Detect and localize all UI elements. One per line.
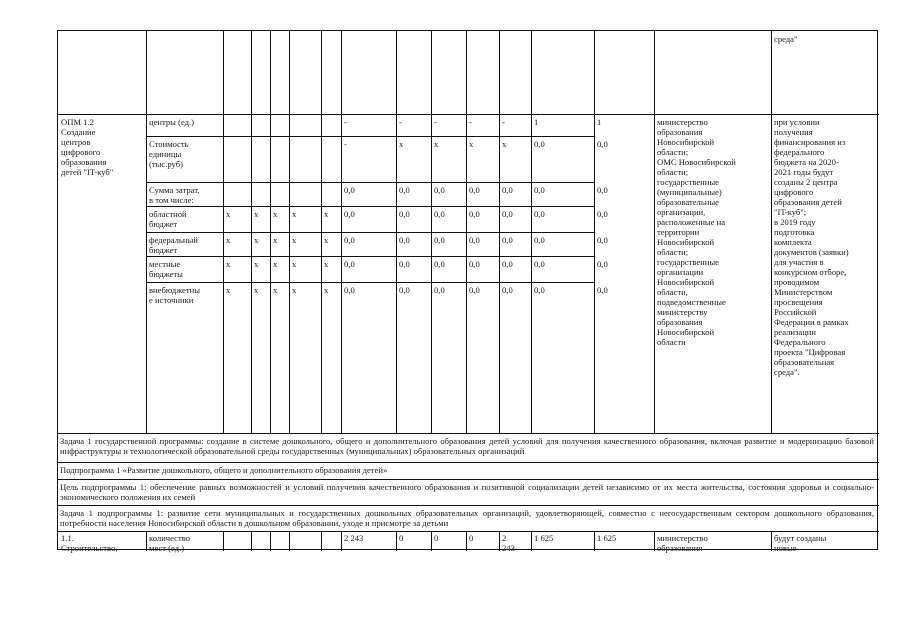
- table-cell: 0,0: [434, 285, 445, 295]
- column-rule: [431, 531, 432, 551]
- measure-title: ОПМ 1.2 Создание центров цифрового образования детей "IT-куб": [61, 117, 114, 177]
- table-cell: х: [254, 285, 259, 295]
- table-cell: -: [469, 117, 472, 127]
- column-rule: [396, 531, 397, 551]
- table-cell: 0,0: [597, 259, 608, 269]
- program-table: [57, 30, 878, 553]
- table-cell: 0,0: [597, 235, 608, 245]
- column-rule: [594, 31, 595, 433]
- table-cell: 0,0: [597, 209, 608, 219]
- table-cell: 1 625: [597, 533, 617, 543]
- table-cell: -: [399, 117, 402, 127]
- table-cell: 0,0: [434, 209, 445, 219]
- row-rule: [58, 114, 879, 115]
- table-cell: 0,0: [399, 209, 410, 219]
- result-cell: при условии получения финансирования из федерального бюджета на 2020- 2021 годы будут созданы 2 центра цифрового образования детей "IT-куб"; в 2019 году подготовка комплекта документов (заявки) для участия в конкурсном отборе, проводимом Министерством просвещения Российской Федерации в рамках реализации Федерального проекта "Цифровая образовательная среда".: [774, 117, 849, 377]
- row-rule: [146, 206, 594, 207]
- indicator-label: Сумма затрат, в том числе:: [149, 185, 200, 205]
- table-cell: х: [226, 209, 231, 219]
- table-cell: х: [226, 259, 231, 269]
- section-band: Задача 1 подпрограммы 1: развитие сети муниципальных и государственных дошкольных образовательных организаций, удовлетворяющей, совместно с негосударственным сектором дошкольного образования, потребности населения Новосибирской области в дошкольном образовании, уходе и присмотре за детьми: [60, 508, 874, 528]
- table-cell: 0,0: [502, 285, 513, 295]
- measure-title: 1.1. Строительство,: [61, 533, 118, 553]
- column-rule: [531, 531, 532, 551]
- table-cell: 0,0: [399, 285, 410, 295]
- row-rule: [58, 479, 879, 480]
- row-rule: [146, 232, 594, 233]
- table-cell: 2 243: [344, 533, 364, 543]
- table-cell: 0,0: [502, 259, 513, 269]
- table-cell: 0,0: [434, 185, 445, 195]
- table-cell: 0,0: [597, 139, 608, 149]
- table-cell: 1 625: [534, 533, 554, 543]
- table-cell: х: [324, 259, 329, 269]
- table-cell: 0,0: [502, 235, 513, 245]
- section-band: Задача 1 государственной программы: создание в системе дошкольного, общего и дополнительного образования детей условий для получения качественного образования, включая развитие и модернизацию базовой инфраструктуры и технологической образовательной среды государственных (муниципальных) образовательных организаций: [60, 436, 874, 456]
- column-rule: [499, 531, 500, 551]
- column-rule: [771, 31, 772, 433]
- table-cell: 0,0: [399, 185, 410, 195]
- column-rule: [251, 531, 252, 551]
- table-cell: 0: [434, 533, 439, 543]
- table-cell: 0,0: [344, 235, 355, 245]
- table-cell: 0,0: [534, 235, 545, 245]
- executor-cell: министерство образования Новосибирской области; ОМС Новосибирской области; государственные (муниципальные) образовательные организации, расположенные на территории Новосибирской области; государственные организации Новосибирской области, подведомственные министерству образования Новосибирской области: [657, 117, 736, 347]
- executor-cell: министерство образования: [657, 533, 708, 553]
- table-cell: х: [273, 259, 278, 269]
- table-cell: х: [324, 235, 329, 245]
- table-cell: 1: [534, 117, 539, 127]
- table-cell: 0,0: [534, 185, 545, 195]
- column-rule: [270, 531, 271, 551]
- table-cell: х: [273, 285, 278, 295]
- table-cell: х: [292, 259, 297, 269]
- table-cell: 0,0: [344, 285, 355, 295]
- column-rule: [654, 31, 655, 433]
- table-cell: 0,0: [469, 285, 480, 295]
- section-band: Подпрограмма 1 «Развитие дошкольного, общего и дополнительного образования детей»: [60, 465, 388, 475]
- indicator-label: внебюджетны е источники: [149, 285, 200, 305]
- row-rule: [58, 505, 879, 506]
- table-cell: х: [324, 209, 329, 219]
- table-cell: 0,0: [469, 185, 480, 195]
- table-cell: х: [324, 285, 329, 295]
- table-cell: х: [254, 235, 259, 245]
- table-cell: 0,0: [534, 209, 545, 219]
- column-rule: [289, 531, 290, 551]
- column-rule: [223, 531, 224, 551]
- table-cell: 0,0: [344, 185, 355, 195]
- column-rule: [466, 531, 467, 551]
- table-cell: 0,0: [469, 209, 480, 219]
- table-cell: 0,0: [534, 285, 545, 295]
- table-cell: х: [226, 235, 231, 245]
- row-rule: [58, 462, 879, 463]
- row-rule: [146, 256, 594, 257]
- column-rule: [146, 531, 147, 551]
- table-cell: -: [344, 139, 347, 149]
- table-cell: 2 243: [502, 533, 515, 553]
- table-cell: х: [226, 285, 231, 295]
- table-cell: 0,0: [399, 235, 410, 245]
- table-cell: 0,0: [597, 285, 608, 295]
- table-cell: х: [292, 285, 297, 295]
- column-rule: [341, 531, 342, 551]
- table-cell: х: [434, 139, 439, 149]
- table-cell: 0,0: [469, 259, 480, 269]
- table-cell: х: [254, 259, 259, 269]
- column-rule: [771, 531, 772, 551]
- table-cell: х: [502, 139, 507, 149]
- table-cell: х: [469, 139, 474, 149]
- table-cell: х: [254, 209, 259, 219]
- table-cell: 0,0: [434, 235, 445, 245]
- table-cell: 0: [399, 533, 404, 543]
- table-cell: -: [434, 117, 437, 127]
- table-cell: 0,0: [434, 259, 445, 269]
- column-rule: [654, 531, 655, 551]
- column-rule: [321, 531, 322, 551]
- row-rule: [58, 433, 879, 434]
- section-band: Цель подпрограммы 1: обеспечение равных возможностей и условий получения качественного образования и позитивной социализации детей независимо от их места жительства, состояния здоровья и социально-экономического положения их семей: [60, 482, 874, 502]
- result-note-tail: среда": [774, 34, 798, 44]
- column-rule: [594, 531, 595, 551]
- table-cell: 0,0: [534, 139, 545, 149]
- table-cell: х: [292, 235, 297, 245]
- table-cell: 0,0: [469, 235, 480, 245]
- indicator-label: местные бюджеты: [149, 259, 183, 279]
- table-cell: 0,0: [344, 209, 355, 219]
- table-cell: 0,0: [344, 259, 355, 269]
- indicator-label: центры (ед.): [149, 117, 195, 127]
- table-cell: х: [273, 209, 278, 219]
- table-cell: 0,0: [597, 185, 608, 195]
- table-cell: 0,0: [534, 259, 545, 269]
- row-rule: [146, 282, 594, 283]
- table-cell: 1: [597, 117, 602, 127]
- table-cell: 0,0: [502, 209, 513, 219]
- table-cell: х: [273, 235, 278, 245]
- indicator-label: федеральный бюджет: [149, 235, 198, 255]
- row-rule: [146, 136, 594, 137]
- table-cell: х: [399, 139, 404, 149]
- result-cell: будут созданы новые: [774, 533, 827, 553]
- row-rule: [58, 531, 879, 532]
- table-cell: 0: [469, 533, 474, 543]
- table-cell: х: [292, 209, 297, 219]
- table-cell: -: [502, 117, 505, 127]
- indicator-label: областной бюджет: [149, 209, 187, 229]
- table-cell: -: [344, 117, 347, 127]
- table-cell: 0,0: [399, 259, 410, 269]
- indicator-label: Стоимость единицы (тыс.руб): [149, 139, 189, 169]
- table-cell: 0,0: [502, 185, 513, 195]
- indicator-label: количество мест (ед.): [149, 533, 191, 553]
- row-rule: [146, 182, 594, 183]
